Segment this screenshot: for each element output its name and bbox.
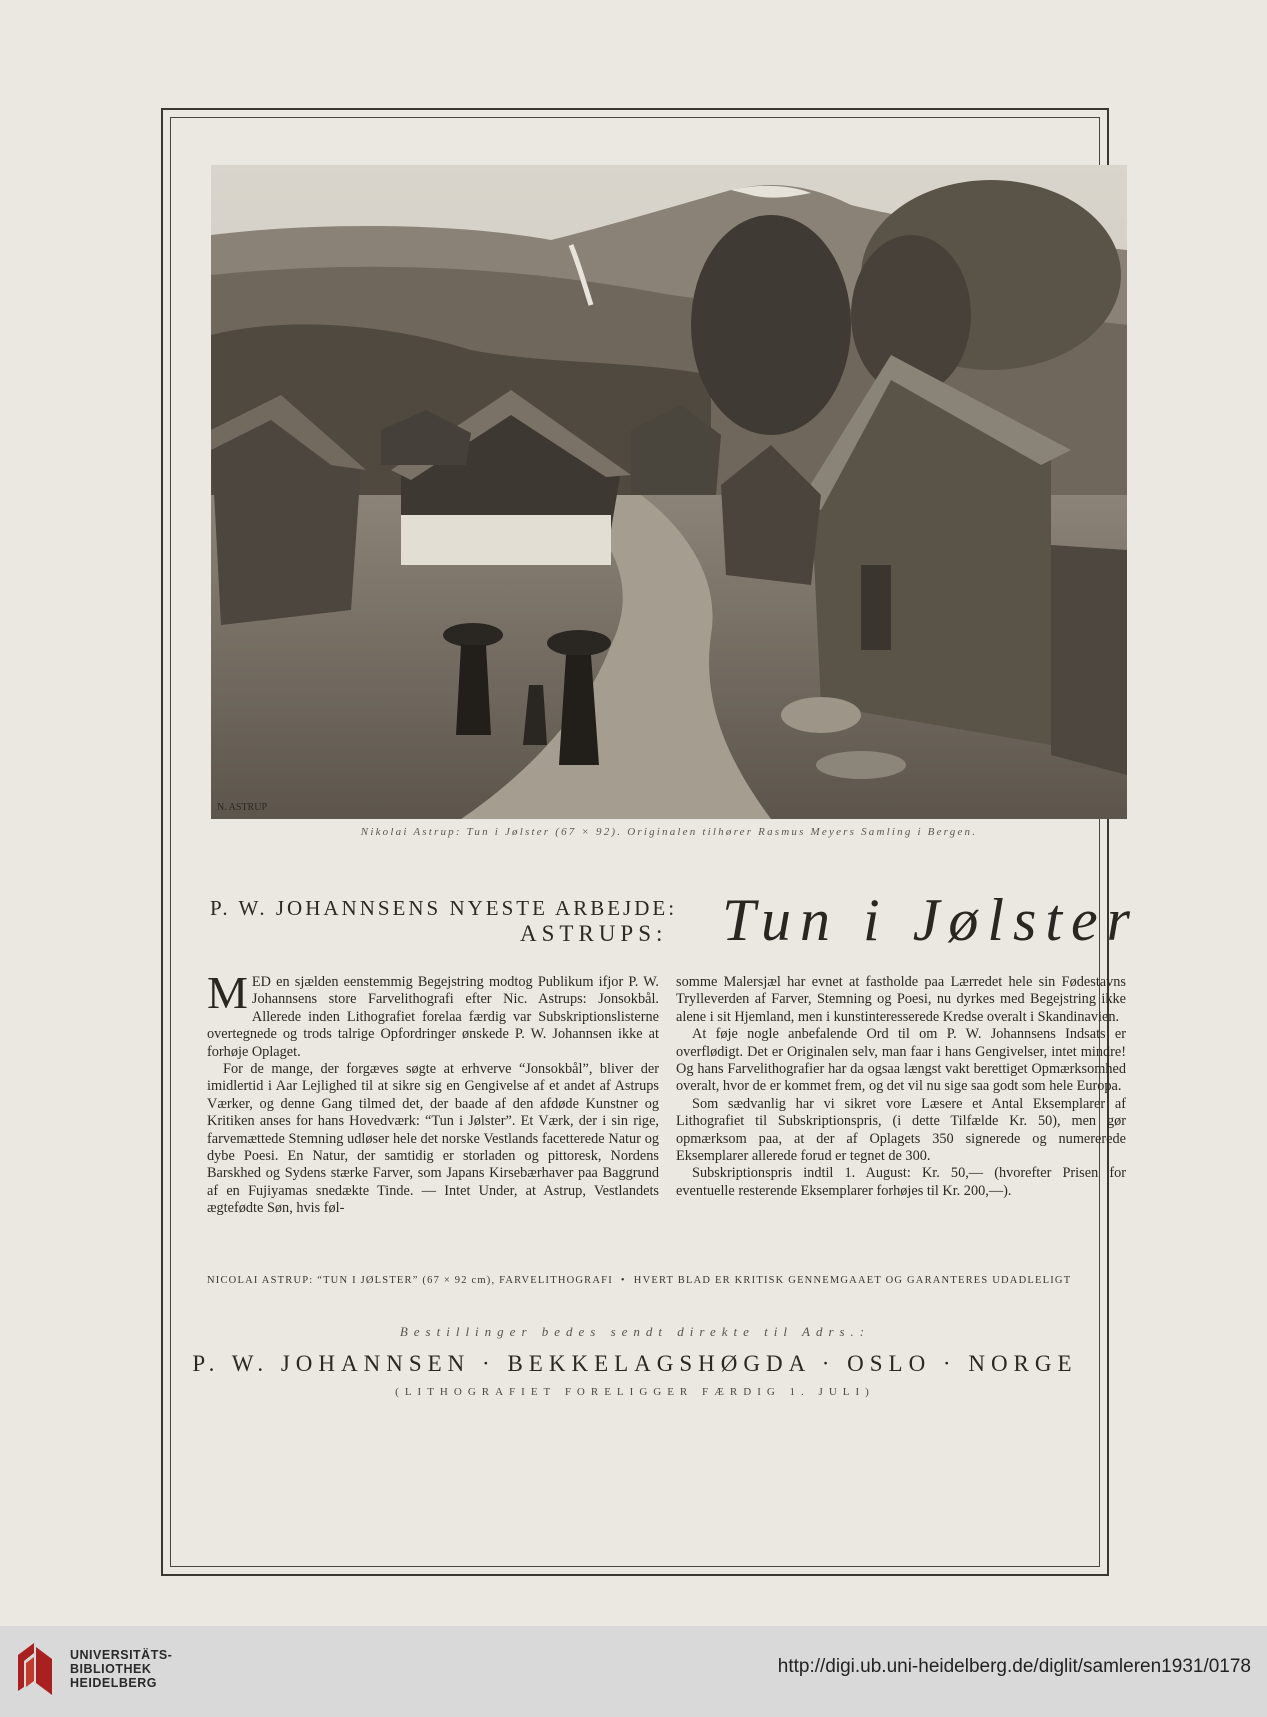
drop-cap: M [207,967,248,1018]
print-specification [207,1275,1127,1286]
article-paragraph: somme Malersjæl har evnet at fastholde paa Lærredet hele sin Fødestavns Trylleverden af Farver, Stemning og Poesi, nu dyrkes med Begejstring ikke alene i sit Hjemland, men i kunstinteresserede Kredse overalt i Skandinavien. [676,974,1126,1025]
article-paragraph [207,967,659,1061]
source-url-link[interactable]: http://digi.ub.uni-heidelberg.de/diglit/samleren1931/0178 [777,1656,1251,1677]
painting-image [211,165,1127,819]
article-column-left [207,967,659,1218]
library-name-line: HEIDELBERG [70,1676,157,1690]
paragraph-text: ED en sjælden eenstemmig Begejstring modtog Publikum ifjor P. W. Johannsens store Farvelithografi efter Nic. Astrups: Jonsokbål. Allerede inden Lithografiet forelaa færdig var Subskriptionslisterne overtegnede og trods talrige Opfordringer ønskede P. W. Johannsen ikke at forhøje Oplaget. [207,974,659,1060]
article-paragraph: Som sædvanlig har vi sikret vore Læsere et Antal Eksemplarer af Lithografiet til Subskriptionspris, (i dette Tilfælde Kr. 50), men gør opmærksom paa, at der af Oplagets 350 signerede og numererede Eksemplarer allerede forud er tegnet de 300. [676,1095,1126,1165]
painting-reproduction [211,165,1127,819]
university-library-logo-icon [14,1641,56,1697]
heading-line-2: ASTRUPS: [520,921,668,946]
painting-signature: N. ASTRUP [217,802,268,813]
library-name-line: BIBLIOTHEK [70,1662,152,1676]
article-paragraph: For de mange, der forgæves søgte at erhverve “Jonsokbål”, bliver der imidlertid i Aar Lejlighed til at sikre sig en Gengivelse af et andet af Astrups Værker, og denne Gang tilmed det, der baade af den afdøde Kunstner og Kritiken anses for hans Hovedværk: “Tun i Jølster”. Et Værk, der i sin rige, farvemættede Stemning udløser hele det norske Vestlands facetterede Natur og dybe Poesi. En Natur, der samtidig er storladen og pittoresk, Nordens Barskhed og Sydens stærke Farver, som Japans Kirsebærhaver paa Baggrund af en Fujiyamas snedækte Tinde. — Intet Under, at Astrup, Vestlandets ægtefødte Søn, hvis føl- [207,1061,659,1217]
spec-left: NICOLAI ASTRUP: “TUN I JØLSTER” (67 × 92 cm), FARVELITHOGRAFI [207,1275,613,1286]
article-paragraph: Subskriptionspris indtil 1. August: Kr. 50,— (hvorefter Prisen for eventuelle resterende Eksemplarer forhøjes til Kr. 200,—). [676,1165,1126,1199]
availability-note: (LITHOGRAFIET FORELIGGER FÆRDIG 1. JULI) [395,1386,875,1398]
library-footer [0,1626,1267,1717]
article-column-right [676,974,1126,1200]
article-paragraph: At føje nogle anbefalende Ord til om P. W. Johannsens Indsats er overflødigt. Det er Originalen selv, man faar i hans Gengivelser, intet mindre! Og hans Farvelithografier har da ogsaa længst vakt berettiget Opmærksomhed overalt, hvor de er kommet frem, og det vil nu sige saa godt som hele Europa. [676,1026,1126,1095]
image-caption: Nikolai Astrup: Tun i Jølster (67 × 92). Originalen tilhører Rasmus Meyers Samling i Bergen. [360,826,978,838]
heading-line-1: P. W. JOHANNSENS NYESTE ARBEJDE: [210,896,678,920]
heading-title: Tun i Jølster [722,887,1140,953]
library-name-line: UNIVERSITÄTS- [70,1648,173,1662]
library-name [70,1648,172,1690]
order-address: P. W. JOHANNSEN · BEKKELAGSHØGDA · OSLO · NORGE [192,1351,1078,1376]
spec-bullet: • [620,1275,626,1286]
order-intro: Bestillinger bedes sendt direkte til Adrs.: [399,1324,871,1339]
spec-right: HVERT BLAD ER KRITISK GENNEMGAAET OG GARANTERES UDADLELIGT [633,1275,1072,1286]
